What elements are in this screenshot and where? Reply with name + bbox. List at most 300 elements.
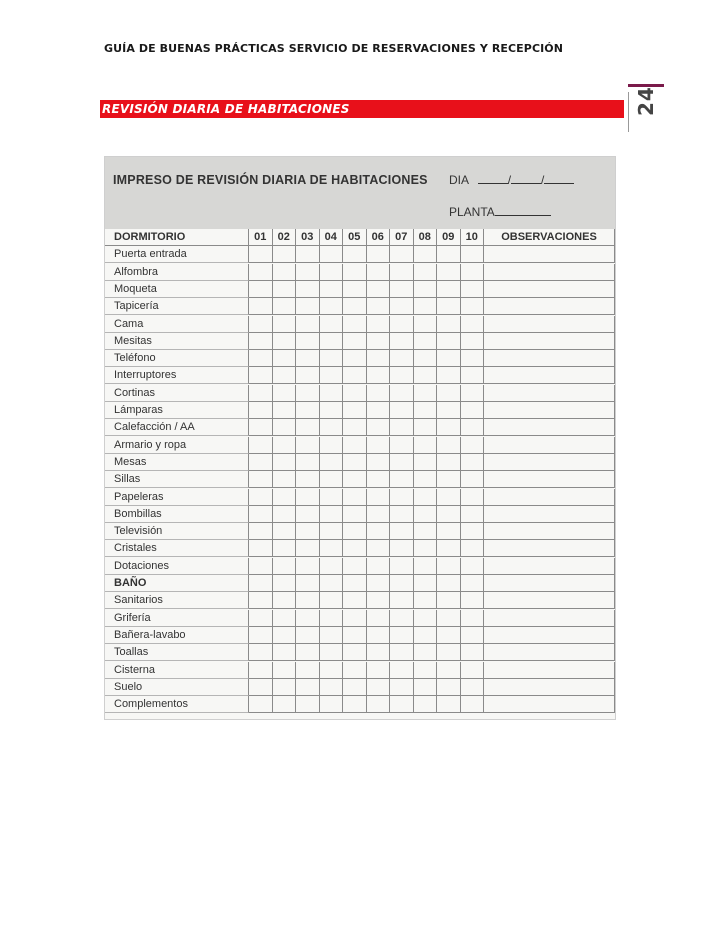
check-cell[interactable] — [273, 696, 297, 713]
check-cell[interactable] — [273, 610, 297, 627]
check-cell[interactable] — [296, 264, 320, 281]
check-cell[interactable] — [461, 419, 485, 436]
check-cell[interactable] — [296, 610, 320, 627]
check-cell[interactable] — [461, 246, 485, 263]
check-cell[interactable] — [414, 367, 438, 384]
check-cell[interactable] — [437, 316, 461, 333]
check-cell[interactable] — [461, 298, 485, 315]
check-cell[interactable] — [273, 298, 297, 315]
check-cell[interactable] — [343, 489, 367, 506]
check-cell[interactable] — [461, 696, 485, 713]
observations-cell[interactable] — [484, 367, 615, 384]
check-cell[interactable] — [320, 662, 344, 679]
check-cell[interactable] — [437, 662, 461, 679]
check-cell[interactable] — [437, 402, 461, 419]
check-cell[interactable] — [343, 523, 367, 540]
check-cell[interactable] — [296, 402, 320, 419]
check-cell[interactable] — [367, 558, 391, 575]
check-cell[interactable] — [390, 298, 414, 315]
check-cell[interactable] — [461, 333, 485, 350]
check-cell[interactable] — [296, 540, 320, 557]
check-cell[interactable] — [249, 454, 273, 471]
check-cell[interactable] — [437, 350, 461, 367]
check-cell[interactable] — [390, 696, 414, 713]
check-cell[interactable] — [273, 506, 297, 523]
check-cell[interactable] — [320, 610, 344, 627]
check-cell[interactable] — [296, 644, 320, 661]
check-cell[interactable] — [273, 350, 297, 367]
check-cell[interactable] — [249, 281, 273, 298]
check-cell[interactable] — [296, 471, 320, 488]
check-cell[interactable] — [367, 246, 391, 263]
check-cell[interactable] — [320, 454, 344, 471]
check-cell[interactable] — [249, 437, 273, 454]
check-cell[interactable] — [390, 592, 414, 609]
check-cell[interactable] — [437, 540, 461, 557]
check-cell[interactable] — [437, 367, 461, 384]
check-cell[interactable] — [461, 471, 485, 488]
check-cell[interactable] — [320, 385, 344, 402]
check-cell[interactable] — [320, 627, 344, 644]
check-cell[interactable] — [320, 333, 344, 350]
check-cell[interactable] — [414, 644, 438, 661]
check-cell[interactable] — [296, 316, 320, 333]
check-cell[interactable] — [461, 540, 485, 557]
check-cell[interactable] — [414, 316, 438, 333]
check-cell[interactable] — [437, 246, 461, 263]
check-cell[interactable] — [437, 592, 461, 609]
observations-cell[interactable] — [484, 679, 615, 696]
check-cell[interactable] — [343, 316, 367, 333]
observations-cell[interactable] — [484, 402, 615, 419]
check-cell[interactable] — [320, 540, 344, 557]
check-cell[interactable] — [320, 592, 344, 609]
observations-cell[interactable] — [484, 662, 615, 679]
check-cell[interactable] — [414, 610, 438, 627]
check-cell[interactable] — [367, 419, 391, 436]
check-cell[interactable] — [461, 281, 485, 298]
check-cell[interactable] — [461, 367, 485, 384]
check-cell[interactable] — [296, 281, 320, 298]
check-cell[interactable] — [249, 592, 273, 609]
check-cell[interactable] — [296, 523, 320, 540]
check-cell[interactable] — [343, 558, 367, 575]
check-cell[interactable] — [273, 437, 297, 454]
check-cell[interactable] — [273, 281, 297, 298]
check-cell[interactable] — [367, 523, 391, 540]
check-cell[interactable] — [437, 437, 461, 454]
check-cell[interactable] — [414, 471, 438, 488]
check-cell[interactable] — [273, 679, 297, 696]
check-cell[interactable] — [437, 471, 461, 488]
check-cell[interactable] — [296, 454, 320, 471]
check-cell[interactable] — [414, 454, 438, 471]
check-cell[interactable] — [249, 246, 273, 263]
check-cell[interactable] — [343, 592, 367, 609]
check-cell[interactable] — [461, 558, 485, 575]
check-cell[interactable] — [296, 627, 320, 644]
check-cell[interactable] — [343, 437, 367, 454]
check-cell[interactable] — [437, 281, 461, 298]
check-cell[interactable] — [367, 679, 391, 696]
check-cell[interactable] — [390, 610, 414, 627]
check-cell[interactable] — [390, 644, 414, 661]
check-cell[interactable] — [437, 264, 461, 281]
check-cell[interactable] — [437, 679, 461, 696]
check-cell[interactable] — [249, 627, 273, 644]
check-cell[interactable] — [390, 523, 414, 540]
check-cell[interactable] — [343, 350, 367, 367]
check-cell[interactable] — [390, 662, 414, 679]
check-cell[interactable] — [437, 385, 461, 402]
check-cell[interactable] — [437, 419, 461, 436]
observations-cell[interactable] — [484, 385, 615, 402]
check-cell[interactable] — [367, 333, 391, 350]
check-cell[interactable] — [320, 506, 344, 523]
check-cell[interactable] — [249, 316, 273, 333]
check-cell[interactable] — [320, 575, 344, 592]
check-cell[interactable] — [390, 333, 414, 350]
check-cell[interactable] — [390, 454, 414, 471]
check-cell[interactable] — [273, 419, 297, 436]
check-cell[interactable] — [320, 350, 344, 367]
check-cell[interactable] — [437, 575, 461, 592]
check-cell[interactable] — [437, 489, 461, 506]
check-cell[interactable] — [273, 333, 297, 350]
observations-cell[interactable] — [484, 264, 615, 281]
check-cell[interactable] — [249, 523, 273, 540]
check-cell[interactable] — [320, 679, 344, 696]
check-cell[interactable] — [390, 316, 414, 333]
check-cell[interactable] — [320, 316, 344, 333]
check-cell[interactable] — [414, 627, 438, 644]
check-cell[interactable] — [414, 489, 438, 506]
check-cell[interactable] — [367, 402, 391, 419]
observations-cell[interactable] — [484, 281, 615, 298]
check-cell[interactable] — [367, 506, 391, 523]
observations-cell[interactable] — [484, 489, 615, 506]
check-cell[interactable] — [367, 575, 391, 592]
check-cell[interactable] — [273, 402, 297, 419]
check-cell[interactable] — [273, 662, 297, 679]
check-cell[interactable] — [367, 644, 391, 661]
check-cell[interactable] — [367, 662, 391, 679]
check-cell[interactable] — [249, 419, 273, 436]
check-cell[interactable] — [414, 506, 438, 523]
check-cell[interactable] — [343, 402, 367, 419]
check-cell[interactable] — [249, 679, 273, 696]
check-cell[interactable] — [461, 662, 485, 679]
check-cell[interactable] — [296, 558, 320, 575]
check-cell[interactable] — [296, 679, 320, 696]
check-cell[interactable] — [414, 402, 438, 419]
check-cell[interactable] — [320, 298, 344, 315]
check-cell[interactable] — [343, 264, 367, 281]
check-cell[interactable] — [367, 471, 391, 488]
check-cell[interactable] — [249, 298, 273, 315]
check-cell[interactable] — [461, 592, 485, 609]
check-cell[interactable] — [437, 454, 461, 471]
check-cell[interactable] — [367, 454, 391, 471]
check-cell[interactable] — [343, 627, 367, 644]
check-cell[interactable] — [249, 644, 273, 661]
check-cell[interactable] — [273, 385, 297, 402]
check-cell[interactable] — [320, 402, 344, 419]
observations-cell[interactable] — [484, 506, 615, 523]
check-cell[interactable] — [390, 281, 414, 298]
check-cell[interactable] — [367, 385, 391, 402]
check-cell[interactable] — [296, 367, 320, 384]
check-cell[interactable] — [296, 662, 320, 679]
check-cell[interactable] — [461, 489, 485, 506]
check-cell[interactable] — [296, 298, 320, 315]
check-cell[interactable] — [343, 575, 367, 592]
check-cell[interactable] — [273, 558, 297, 575]
check-cell[interactable] — [273, 592, 297, 609]
check-cell[interactable] — [320, 419, 344, 436]
check-cell[interactable] — [390, 367, 414, 384]
check-cell[interactable] — [414, 679, 438, 696]
check-cell[interactable] — [320, 523, 344, 540]
check-cell[interactable] — [273, 540, 297, 557]
check-cell[interactable] — [437, 627, 461, 644]
observations-cell[interactable] — [484, 437, 615, 454]
observations-cell[interactable] — [484, 316, 615, 333]
check-cell[interactable] — [296, 246, 320, 263]
check-cell[interactable] — [343, 471, 367, 488]
observations-cell[interactable] — [484, 350, 615, 367]
check-cell[interactable] — [249, 367, 273, 384]
check-cell[interactable] — [414, 592, 438, 609]
check-cell[interactable] — [461, 316, 485, 333]
check-cell[interactable] — [390, 419, 414, 436]
check-cell[interactable] — [273, 246, 297, 263]
check-cell[interactable] — [343, 281, 367, 298]
check-cell[interactable] — [461, 679, 485, 696]
check-cell[interactable] — [461, 506, 485, 523]
check-cell[interactable] — [249, 575, 273, 592]
check-cell[interactable] — [414, 523, 438, 540]
check-cell[interactable] — [461, 627, 485, 644]
check-cell[interactable] — [249, 696, 273, 713]
check-cell[interactable] — [320, 246, 344, 263]
check-cell[interactable] — [414, 385, 438, 402]
check-cell[interactable] — [461, 523, 485, 540]
observations-cell[interactable] — [484, 644, 615, 661]
check-cell[interactable] — [367, 592, 391, 609]
check-cell[interactable] — [296, 333, 320, 350]
check-cell[interactable] — [343, 333, 367, 350]
check-cell[interactable] — [273, 316, 297, 333]
check-cell[interactable] — [367, 367, 391, 384]
check-cell[interactable] — [367, 627, 391, 644]
check-cell[interactable] — [390, 506, 414, 523]
check-cell[interactable] — [414, 558, 438, 575]
check-cell[interactable] — [414, 419, 438, 436]
date-day-blank[interactable] — [478, 173, 508, 184]
observations-cell[interactable] — [484, 610, 615, 627]
check-cell[interactable] — [437, 644, 461, 661]
check-cell[interactable] — [249, 506, 273, 523]
check-cell[interactable] — [296, 489, 320, 506]
check-cell[interactable] — [390, 679, 414, 696]
observations-cell[interactable] — [484, 592, 615, 609]
check-cell[interactable] — [367, 540, 391, 557]
check-cell[interactable] — [390, 575, 414, 592]
check-cell[interactable] — [343, 419, 367, 436]
check-cell[interactable] — [437, 696, 461, 713]
check-cell[interactable] — [390, 558, 414, 575]
check-cell[interactable] — [367, 350, 391, 367]
check-cell[interactable] — [249, 540, 273, 557]
check-cell[interactable] — [320, 696, 344, 713]
check-cell[interactable] — [437, 333, 461, 350]
check-cell[interactable] — [273, 471, 297, 488]
check-cell[interactable] — [296, 437, 320, 454]
check-cell[interactable] — [367, 264, 391, 281]
observations-cell[interactable] — [484, 419, 615, 436]
check-cell[interactable] — [461, 575, 485, 592]
check-cell[interactable] — [249, 402, 273, 419]
check-cell[interactable] — [343, 644, 367, 661]
check-cell[interactable] — [461, 350, 485, 367]
observations-cell[interactable] — [484, 523, 615, 540]
check-cell[interactable] — [437, 610, 461, 627]
check-cell[interactable] — [273, 454, 297, 471]
check-cell[interactable] — [367, 316, 391, 333]
check-cell[interactable] — [414, 333, 438, 350]
observations-cell[interactable] — [484, 575, 615, 592]
check-cell[interactable] — [296, 696, 320, 713]
check-cell[interactable] — [273, 523, 297, 540]
check-cell[interactable] — [320, 558, 344, 575]
check-cell[interactable] — [414, 350, 438, 367]
check-cell[interactable] — [249, 662, 273, 679]
check-cell[interactable] — [296, 385, 320, 402]
check-cell[interactable] — [343, 696, 367, 713]
check-cell[interactable] — [390, 437, 414, 454]
check-cell[interactable] — [343, 385, 367, 402]
check-cell[interactable] — [390, 627, 414, 644]
check-cell[interactable] — [437, 523, 461, 540]
date-year-blank[interactable] — [544, 173, 574, 184]
check-cell[interactable] — [320, 367, 344, 384]
check-cell[interactable] — [249, 471, 273, 488]
check-cell[interactable] — [273, 489, 297, 506]
date-month-blank[interactable] — [511, 173, 541, 184]
check-cell[interactable] — [414, 696, 438, 713]
check-cell[interactable] — [414, 540, 438, 557]
check-cell[interactable] — [273, 264, 297, 281]
check-cell[interactable] — [343, 540, 367, 557]
check-cell[interactable] — [249, 264, 273, 281]
check-cell[interactable] — [367, 489, 391, 506]
check-cell[interactable] — [414, 246, 438, 263]
check-cell[interactable] — [414, 662, 438, 679]
check-cell[interactable] — [390, 264, 414, 281]
check-cell[interactable] — [249, 333, 273, 350]
check-cell[interactable] — [273, 367, 297, 384]
floor-blank[interactable] — [495, 205, 551, 216]
check-cell[interactable] — [367, 437, 391, 454]
check-cell[interactable] — [461, 454, 485, 471]
check-cell[interactable] — [343, 506, 367, 523]
check-cell[interactable] — [273, 627, 297, 644]
check-cell[interactable] — [296, 506, 320, 523]
check-cell[interactable] — [249, 350, 273, 367]
check-cell[interactable] — [461, 644, 485, 661]
check-cell[interactable] — [249, 610, 273, 627]
observations-cell[interactable] — [484, 333, 615, 350]
check-cell[interactable] — [390, 246, 414, 263]
check-cell[interactable] — [296, 350, 320, 367]
check-cell[interactable] — [390, 350, 414, 367]
observations-cell[interactable] — [484, 540, 615, 557]
check-cell[interactable] — [320, 471, 344, 488]
check-cell[interactable] — [414, 281, 438, 298]
check-cell[interactable] — [390, 402, 414, 419]
check-cell[interactable] — [320, 264, 344, 281]
check-cell[interactable] — [320, 437, 344, 454]
observations-cell[interactable] — [484, 558, 615, 575]
check-cell[interactable] — [390, 540, 414, 557]
observations-cell[interactable] — [484, 454, 615, 471]
check-cell[interactable] — [390, 489, 414, 506]
observations-cell[interactable] — [484, 471, 615, 488]
observations-cell[interactable] — [484, 298, 615, 315]
check-cell[interactable] — [320, 281, 344, 298]
check-cell[interactable] — [367, 696, 391, 713]
check-cell[interactable] — [367, 281, 391, 298]
check-cell[interactable] — [249, 489, 273, 506]
check-cell[interactable] — [390, 385, 414, 402]
check-cell[interactable] — [320, 489, 344, 506]
check-cell[interactable] — [414, 264, 438, 281]
check-cell[interactable] — [343, 246, 367, 263]
check-cell[interactable] — [273, 644, 297, 661]
check-cell[interactable] — [296, 592, 320, 609]
check-cell[interactable] — [320, 644, 344, 661]
check-cell[interactable] — [343, 298, 367, 315]
observations-cell[interactable] — [484, 627, 615, 644]
check-cell[interactable] — [296, 575, 320, 592]
check-cell[interactable] — [461, 610, 485, 627]
check-cell[interactable] — [343, 662, 367, 679]
check-cell[interactable] — [343, 454, 367, 471]
check-cell[interactable] — [367, 610, 391, 627]
check-cell[interactable] — [437, 558, 461, 575]
check-cell[interactable] — [249, 558, 273, 575]
check-cell[interactable] — [437, 298, 461, 315]
check-cell[interactable] — [343, 367, 367, 384]
check-cell[interactable] — [414, 298, 438, 315]
check-cell[interactable] — [461, 385, 485, 402]
check-cell[interactable] — [461, 437, 485, 454]
check-cell[interactable] — [390, 471, 414, 488]
check-cell[interactable] — [296, 419, 320, 436]
check-cell[interactable] — [273, 575, 297, 592]
check-cell[interactable] — [437, 506, 461, 523]
observations-cell[interactable] — [484, 246, 615, 263]
check-cell[interactable] — [461, 402, 485, 419]
check-cell[interactable] — [414, 575, 438, 592]
observations-cell[interactable] — [484, 696, 615, 713]
check-cell[interactable] — [461, 264, 485, 281]
check-cell[interactable] — [343, 679, 367, 696]
check-cell[interactable] — [414, 437, 438, 454]
check-cell[interactable] — [343, 610, 367, 627]
check-cell[interactable] — [367, 298, 391, 315]
